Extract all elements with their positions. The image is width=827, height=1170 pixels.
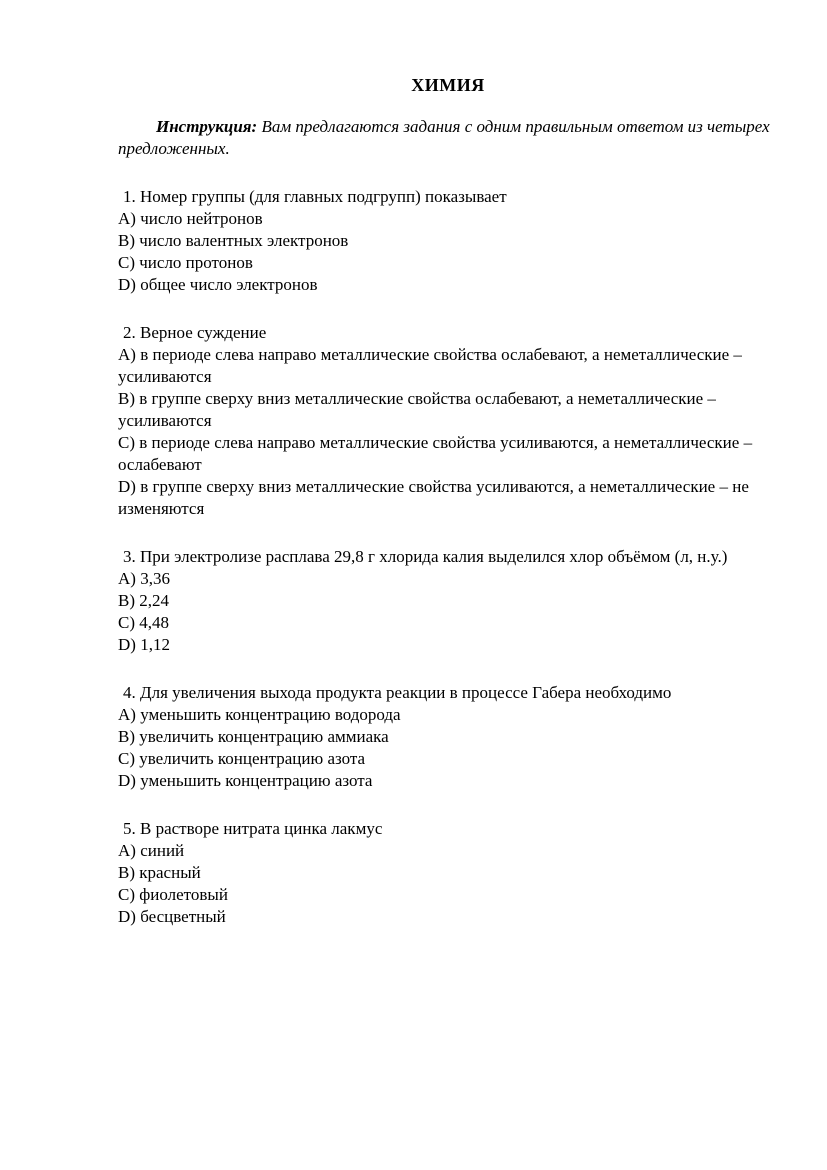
- question-block: [118, 682, 778, 792]
- option-letter: B): [118, 727, 135, 746]
- option-letter: A): [118, 209, 136, 228]
- option-letter: D): [118, 907, 136, 926]
- question-block: [118, 186, 778, 296]
- answer-option-d: [118, 634, 778, 656]
- question-text: При электролизе расплава 29,8 г хлорида калия выделился хлор объёмом (л, н.у.): [140, 547, 728, 566]
- option-letter: D): [118, 771, 136, 790]
- answer-option-b: [118, 388, 778, 432]
- question-text: Номер группы (для главных подгрупп) показывает: [140, 187, 507, 206]
- answer-option-c: [118, 432, 778, 476]
- answer-option-d: [118, 906, 778, 928]
- question-block: [118, 322, 778, 520]
- option-letter: C): [118, 253, 135, 272]
- option-letter: B): [118, 389, 135, 408]
- answer-option-d: [118, 476, 778, 520]
- answer-option-c: [118, 252, 778, 274]
- option-text: число протонов: [139, 253, 253, 272]
- option-text: уменьшить концентрацию водорода: [140, 705, 401, 724]
- option-text: число валентных электронов: [139, 231, 349, 250]
- option-text: увеличить концентрацию аммиака: [139, 727, 389, 746]
- option-letter: C): [118, 433, 135, 452]
- option-letter: A): [118, 345, 136, 364]
- option-text: синий: [140, 841, 185, 860]
- answer-option-d: [118, 274, 778, 296]
- answer-option-b: [118, 862, 778, 884]
- answer-option-b: [118, 590, 778, 612]
- instruction-text: Вам предлагаются задания с одним правильным ответом из четырех предложенных.: [118, 117, 770, 158]
- answer-option-c: [118, 748, 778, 770]
- option-letter: B): [118, 231, 135, 250]
- answer-option-b: [118, 230, 778, 252]
- option-text: 2,24: [139, 591, 169, 610]
- option-text: в группе сверху вниз металлические свойства ослабевают, а неметаллические – усиливаются: [118, 389, 716, 430]
- question-number: 1.: [123, 187, 136, 206]
- option-text: уменьшить концентрацию азота: [140, 771, 373, 790]
- option-text: увеличить концентрацию азота: [139, 749, 366, 768]
- option-letter: B): [118, 591, 135, 610]
- answer-option-a: [118, 208, 778, 230]
- answer-option-a: [118, 704, 778, 726]
- option-letter: A): [118, 841, 136, 860]
- question-number: 5.: [123, 819, 136, 838]
- option-letter: A): [118, 569, 136, 588]
- question-text: Для увеличения выхода продукта реакции в процессе Габера необходимо: [140, 683, 672, 702]
- option-letter: D): [118, 477, 136, 496]
- question-text-line: [118, 322, 778, 344]
- question-number: 4.: [123, 683, 136, 702]
- option-letter: D): [118, 275, 136, 294]
- question-number: 2.: [123, 323, 136, 342]
- answer-option-c: [118, 612, 778, 634]
- answer-option-a: [118, 840, 778, 862]
- option-letter: C): [118, 885, 135, 904]
- option-letter: C): [118, 613, 135, 632]
- option-text: 1,12: [140, 635, 170, 654]
- answer-option-d: [118, 770, 778, 792]
- option-letter: B): [118, 863, 135, 882]
- question-text: Верное суждение: [140, 323, 267, 342]
- option-text: красный: [139, 863, 201, 882]
- answer-option-a: [118, 568, 778, 590]
- option-text: фиолетовый: [139, 885, 228, 904]
- option-text: в группе сверху вниз металлические свойства усиливаются, а неметаллические – не изменяются: [118, 477, 749, 518]
- question-text-line: [118, 818, 778, 840]
- instruction-label: Инструкция:: [156, 117, 258, 136]
- instruction-paragraph: [118, 116, 778, 160]
- option-text: 3,36: [140, 569, 170, 588]
- document-title: ХИМИЯ: [411, 75, 485, 95]
- option-text: общее число электронов: [140, 275, 318, 294]
- question-text-line: [118, 546, 778, 568]
- questions-list: [118, 186, 778, 928]
- question-text-line: [118, 186, 778, 208]
- option-letter: A): [118, 705, 136, 724]
- option-text: бесцветный: [140, 907, 226, 926]
- answer-option-c: [118, 884, 778, 906]
- question-text-line: [118, 682, 778, 704]
- option-letter: C): [118, 749, 135, 768]
- option-letter: D): [118, 635, 136, 654]
- document-content: [118, 74, 778, 928]
- answer-option-b: [118, 726, 778, 748]
- option-text: в периоде слева направо металлические свойства усиливаются, а неметаллические – ослабевают: [118, 433, 753, 474]
- answer-option-a: [118, 344, 778, 388]
- option-text: 4,48: [139, 613, 169, 632]
- option-text: в периоде слева направо металлические свойства ослабевают, а неметаллические – усиливаются: [118, 345, 742, 386]
- question-number: 3.: [123, 547, 136, 566]
- question-block: [118, 818, 778, 928]
- question-block: [118, 546, 778, 656]
- question-text: В растворе нитрата цинка лакмус: [140, 819, 383, 838]
- option-text: число нейтронов: [140, 209, 263, 228]
